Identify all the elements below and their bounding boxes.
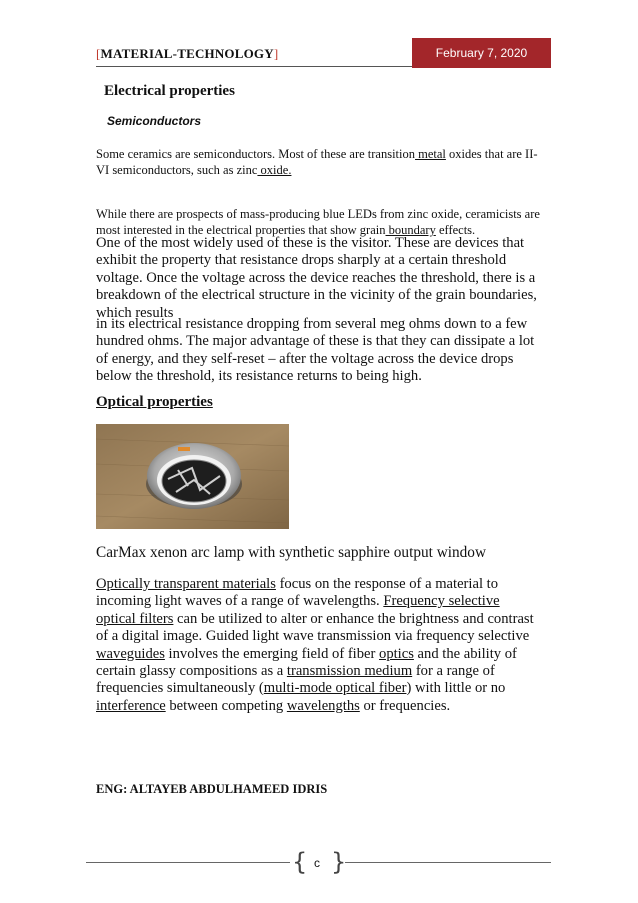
paragraph-varistor: One of the most widely used of these is the visitor. These are devices that exhibit the property that resistance drops sharply at a certain threshold voltage. Once the voltage across the device reaches the threshold, there is a breakdown of the electrical structure in the vicinity of the grain boundaries, which results <box>96 235 537 321</box>
text-run: While there are prospects of mass-producing blue LEDs from zinc oxide, ceramicists are most interested in the electrical properties that show grain <box>96 207 540 237</box>
header-title-text: MATERIAL-TECHNOLOGY <box>100 46 274 61</box>
text-run: effects. <box>435 223 476 237</box>
link-waveguides[interactable]: waveguides <box>96 645 165 662</box>
text-run: oxide. <box>257 163 292 177</box>
link-transmission-medium[interactable]: transmission medium <box>286 663 413 680</box>
text-run: involves the emerging field of fiber <box>164 645 380 662</box>
footer-author: ENG: ALTAYEB ABDULHAMEED IDRIS <box>96 782 328 796</box>
link-optically-transparent[interactable]: Optically transparent materials <box>96 576 276 592</box>
section-heading-optical: Optical properties <box>96 394 213 410</box>
text-run: ) with little or no <box>406 680 506 697</box>
brace-left-icon: { <box>292 848 308 876</box>
paragraph-optical <box>96 576 542 715</box>
header-title <box>96 46 278 62</box>
text-run: Some ceramics are semiconductors. Most of these are transition <box>96 147 416 161</box>
text-run: between competing <box>165 697 287 714</box>
text-run: for a range of frequencies simultaneously ( <box>96 663 495 697</box>
link-multimode-fiber[interactable]: multi-mode optical fiber <box>263 680 407 697</box>
link-optics[interactable]: optics <box>379 645 414 662</box>
bracket-close: ] <box>273 46 279 61</box>
paragraph-leds <box>96 206 542 238</box>
link-interference[interactable]: interference <box>96 697 166 714</box>
header-date: February 7, 2020 <box>412 38 551 68</box>
subheading-semiconductors: Semiconductors <box>107 114 202 128</box>
text-run: oxides that are II-VI semiconductors, such as zinc <box>96 147 538 177</box>
footer-rule-right <box>345 862 551 863</box>
text-run: metal <box>415 147 446 161</box>
text-run: focus on the response of a material to incoming light waves of a range of wavelengths. <box>96 576 498 610</box>
link-wavelengths[interactable]: wavelengths <box>286 697 360 714</box>
page-number: c <box>314 856 320 870</box>
paragraph-resistance: in its electrical resistance dropping from several meg ohms down to a few hundred ohms. The major advantage of these is that they can dissipate a lot of energy, and they self-reset – after the voltage across the device drops below the threshold, its resistance returns to being high. <box>96 316 535 385</box>
text-run: and the ability of certain glassy compositions as a <box>96 645 517 680</box>
brace-right-icon: } <box>331 848 347 876</box>
bracket-open: [ <box>96 46 101 61</box>
footer-rule-left <box>86 862 290 863</box>
text-run: can be utilized to alter or enhance the brightness and contrast of a digital image. Guided light wave transmission via frequency selective <box>96 610 534 645</box>
text-run: boundary <box>385 223 436 237</box>
link-frequency-filters[interactable]: Frequency selective optical filters <box>96 593 500 627</box>
image-caption: CarMax xenon arc lamp with synthetic sapphire output window <box>96 544 486 561</box>
xenon-lamp-photo <box>96 424 289 529</box>
header-rule <box>96 66 412 67</box>
section-heading-electrical: Electrical properties <box>104 83 235 99</box>
text-run: or frequencies. <box>359 697 451 714</box>
paragraph-semiconductors <box>96 146 542 178</box>
